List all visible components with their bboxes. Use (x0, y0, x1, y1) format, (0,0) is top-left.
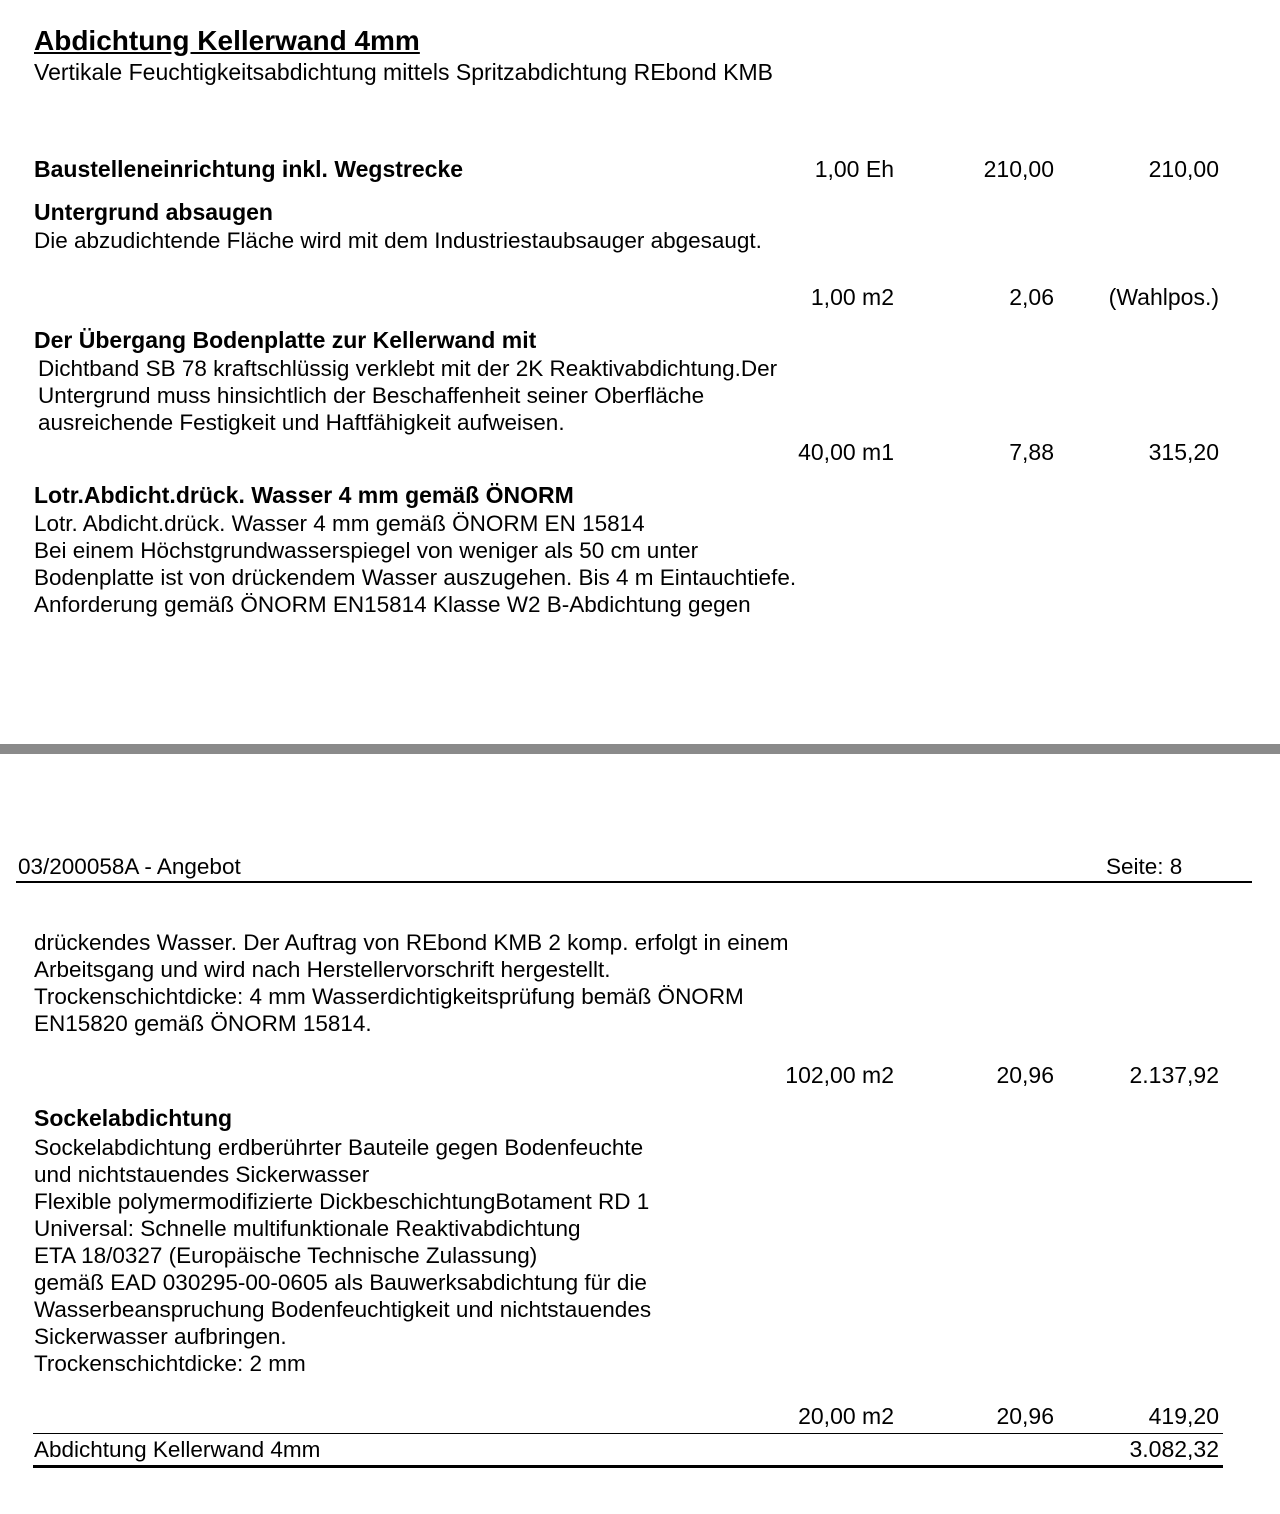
item-unit-price: 7,88 (1009, 439, 1054, 465)
item-heading: Untergrund absaugen (34, 199, 273, 225)
item-quantity: 40,00 m1 (798, 439, 894, 465)
item-description-line: gemäß EAD 030295-00-0605 als Bauwerksabdichtung für die (34, 1270, 647, 1295)
item-description-line: Dichtband SB 78 kraftschlüssig verklebt mit der 2K Reaktivabdichtung.Der (38, 356, 778, 381)
item-quantity: 1,00 Eh (814, 156, 894, 182)
item-description-line: Trockenschichtdicke: 4 mm Wasserdichtigkeitsprüfung bemäß ÖNORM (34, 984, 744, 1009)
item-quantity: 20,00 m2 (798, 1403, 894, 1429)
item-heading: Baustelleneinrichtung inkl. Wegstrecke (34, 156, 464, 182)
section-title: Abdichtung Kellerwand 4mm (34, 25, 420, 56)
item-quantity: 1,00 m2 (810, 284, 894, 310)
item-description-line: Untergrund muss hinsichtlich der Beschaffenheit seiner Oberfläche (38, 383, 705, 408)
item-heading: Der Übergang Bodenplatte zur Kellerwand mit (34, 327, 537, 353)
item-total: 2.137,92 (1129, 1062, 1219, 1088)
page-number: Seite: 8 (1106, 854, 1183, 879)
summary-label: Abdichtung Kellerwand 4mm (34, 1437, 321, 1462)
item-description-line: drückendes Wasser. Der Auftrag von REbond KMB 2 komp. erfolgt in einem (34, 930, 789, 955)
item-description-line: Arbeitsgang und wird nach Herstellervorschrift hergestellt. (34, 957, 611, 982)
item-description-line: Sockelabdichtung erdberührter Bauteile gegen Bodenfeuchte (34, 1135, 644, 1160)
item-total: 419,20 (1148, 1403, 1219, 1429)
section-subtitle: Vertikale Feuchtigkeitsabdichtung mittels Spritzabdichtung REbond KMB (34, 59, 773, 85)
item-description-line: Wasserbeanspruchung Bodenfeuchtigkeit und nichtstauendes (34, 1297, 652, 1322)
summary-rule-bottom (33, 1465, 1223, 1468)
summary-rule-top (33, 1433, 1223, 1434)
item-description-line: Anforderung gemäß ÖNORM EN15814 Klasse W2 B-Abdichtung gegen (34, 592, 751, 617)
page-break-separator (0, 744, 1280, 754)
item-description-line: Flexible polymermodifizierte DickbeschichtungBotament RD 1 (34, 1189, 650, 1214)
item-heading: Sockelabdichtung (34, 1105, 233, 1131)
item-description-line: Bei einem Höchstgrundwasserspiegel von weniger als 50 cm unter (34, 538, 699, 563)
item-description-line: Lotr. Abdicht.drück. Wasser 4 mm gemäß ÖNORM EN 15814 (34, 511, 645, 536)
item-heading: Lotr.Abdicht.drück. Wasser 4 mm gemäß ÖNORM (34, 482, 574, 508)
summary-total: 3.082,32 (1129, 1436, 1219, 1462)
item-description-line: ETA 18/0327 (Europäische Technische Zulassung) (34, 1243, 538, 1268)
header-rule (16, 881, 1252, 883)
item-description-line: ausreichende Festigkeit und Haftfähigkeit aufweisen. (38, 410, 565, 435)
item-description-line: und nichtstauendes Sickerwasser (34, 1162, 370, 1187)
item-description-line: Sickerwasser aufbringen. (34, 1324, 287, 1349)
item-total: 315,20 (1148, 439, 1219, 465)
item-quantity: 102,00 m2 (785, 1062, 894, 1088)
item-unit-price: 210,00 (983, 156, 1054, 182)
item-description-line: Die abzudichtende Fläche wird mit dem Industriestaubsauger abgesaugt. (34, 228, 762, 253)
item-description-line: EN15820 gemäß ÖNORM 15814. (34, 1011, 372, 1036)
item-total: (Wahlpos.) (1108, 284, 1219, 310)
document-number: 03/200058A - Angebot (18, 854, 241, 879)
item-unit-price: 20,96 (996, 1403, 1054, 1429)
item-total: 210,00 (1148, 156, 1219, 182)
item-unit-price: 20,96 (996, 1062, 1054, 1088)
item-description-line: Bodenplatte ist von drückendem Wasser auszugehen. Bis 4 m Eintauchtiefe. (34, 565, 797, 590)
item-unit-price: 2,06 (1009, 284, 1054, 310)
item-description-line: Universal: Schnelle multifunktionale Reaktivabdichtung (34, 1216, 581, 1241)
item-description-line: Trockenschichtdicke: 2 mm (34, 1351, 306, 1376)
